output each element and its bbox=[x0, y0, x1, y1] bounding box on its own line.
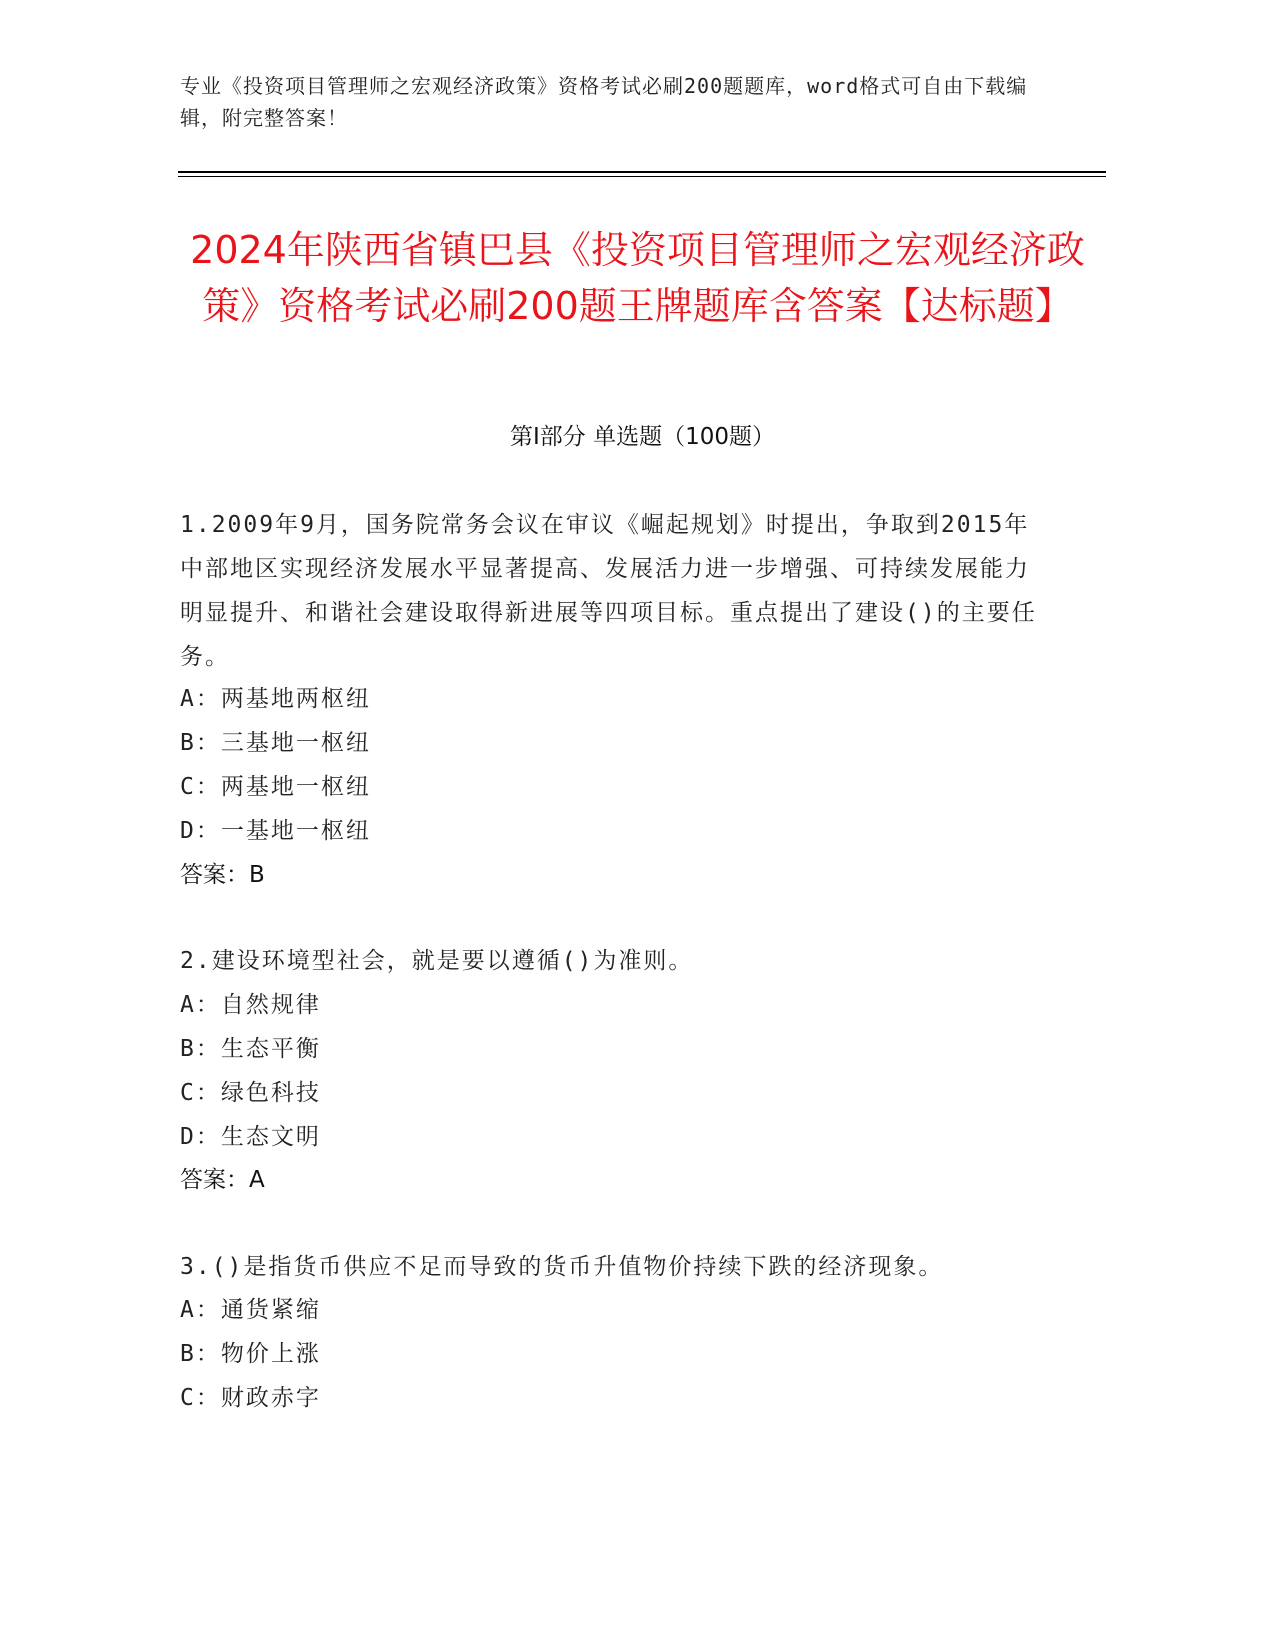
document-title: 2024年陕西省镇巴县《投资项目管理师之宏观经济政策》资格考试必刷200题王牌题库含答案【达标题】 bbox=[190, 228, 1085, 328]
header-note: 专业《投资项目管理师之宏观经济政策》资格考试必刷200题题库，word格式可自由下载编辑，附完整答案！ bbox=[180, 74, 1028, 130]
question-3-option-b: B：物价上涨 bbox=[180, 1341, 321, 1367]
question-1-option-d: D：一基地一枢纽 bbox=[180, 818, 371, 844]
question-3-option-a: A：通货紧缩 bbox=[180, 1297, 321, 1323]
section-title: 第Ⅰ部分 单选题（100题） bbox=[510, 424, 775, 450]
question-1-stem: 1.2009年9月，国务院常务会议在审议《崛起规划》时提出，争取到2015年中部地区实现经济发展水平显著提高、发展活力进一步增强、可持续发展能力明显提升、和谐社会建设取得新进展等四项目标。重点提出了建设()的主要任务。 bbox=[180, 512, 1037, 670]
question-1-option-a: A：两基地两枢纽 bbox=[180, 686, 371, 712]
question-1-option-b: B：三基地一枢纽 bbox=[180, 730, 371, 756]
question-1-option-c: C：两基地一枢纽 bbox=[180, 774, 371, 800]
header-divider-thick bbox=[178, 171, 1106, 173]
question-2-option-b: B：生态平衡 bbox=[180, 1036, 321, 1062]
header-divider-thin bbox=[178, 176, 1106, 177]
question-2-option-c: C：绿色科技 bbox=[180, 1080, 321, 1106]
question-3-stem: 3.()是指货币供应不足而导致的货币升值物价持续下跌的经济现象。 bbox=[180, 1254, 944, 1280]
question-2-answer: 答案：A bbox=[180, 1167, 265, 1193]
question-2-option-d: D：生态文明 bbox=[180, 1124, 321, 1150]
question-3-option-c: C：财政赤字 bbox=[180, 1385, 321, 1411]
question-2-stem: 2.建设环境型社会，就是要以遵循()为准则。 bbox=[180, 948, 694, 974]
question-1-answer: 答案：B bbox=[180, 862, 265, 888]
question-2-option-a: A：自然规律 bbox=[180, 992, 321, 1018]
